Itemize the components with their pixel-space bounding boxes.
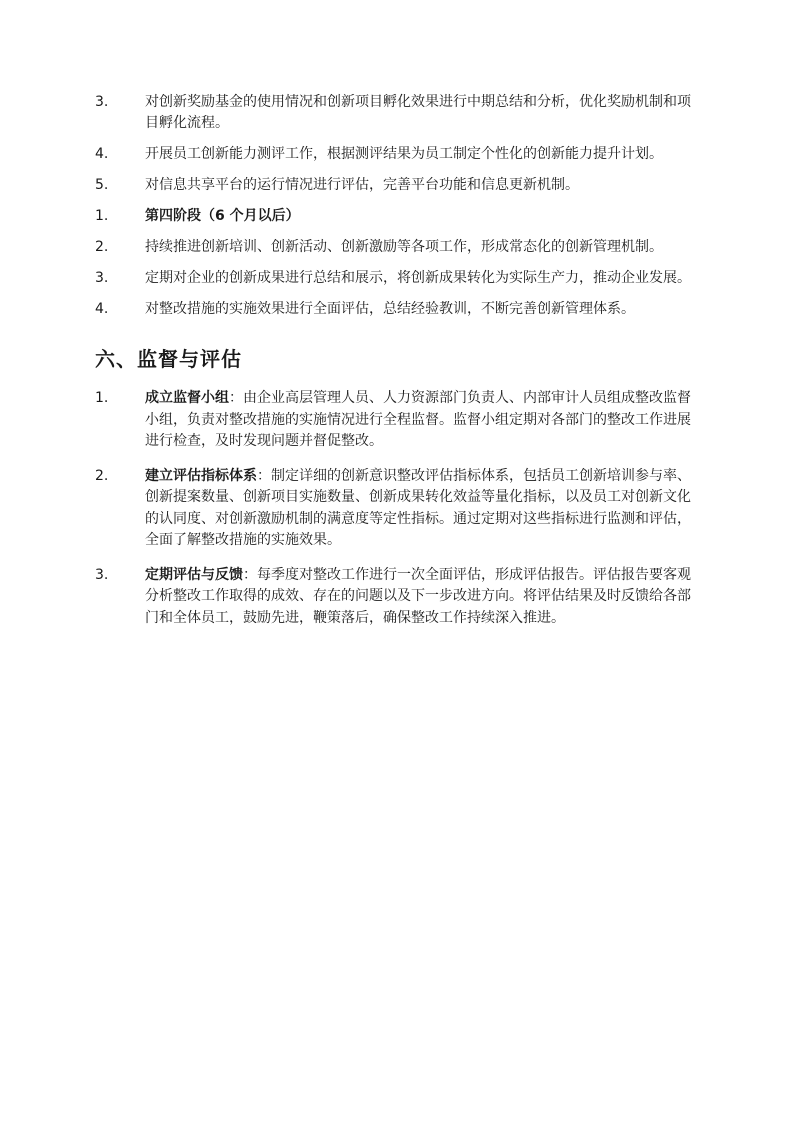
list-text: 开展员工创新能力测评工作，根据测评结果为员工制定个性化的创新能力提升计划。 <box>145 146 663 162</box>
item-body: ：制定详细的创新意识整改评估指标体系，包括员工创新培训参与率、创新提案数量、创新项目实施数量、创新成果转化效益等量化指标，以及员工对创新文化的认同度、对创新激励机制的满意度等定性指标。通过定期对这些指标进行监测和评估，全面了解整改措施的实施效果。 <box>145 467 691 548</box>
item-label: 建立评估指标体系 <box>145 467 257 484</box>
list-text: 定期对企业的创新成果进行总结和展示，将创新成果转化为实际生产力，推动企业发展。 <box>145 270 691 286</box>
list-number: 2. <box>95 239 109 255</box>
list-item <box>95 299 699 320</box>
section-heading: 六、监督与评估 <box>95 347 242 371</box>
list-item <box>95 175 699 196</box>
item-body: ：每季度对整改工作进行一次全面评估，形成评估报告。评估报告要客观分析整改工作取得的成效、存在的问题以及下一步改进方向。将评估结果及时反馈给各部门和全体员工，鼓励先进，鞭策落后，确保整改工作持续深入推进。 <box>145 566 691 626</box>
item-label: 定期评估与反馈 <box>145 566 243 583</box>
phase-list <box>95 92 699 320</box>
list-text: 对信息共享平台的运行情况进行评估，完善平台功能和信息更新机制。 <box>145 177 579 193</box>
list-number: 1. <box>95 208 109 224</box>
list-item <box>95 466 699 552</box>
list-item <box>95 92 699 134</box>
item-label: 成立监督小组 <box>145 390 229 406</box>
list-text: 持续推进创新培训、创新活动、创新激励等各项工作，形成常态化的创新管理机制。 <box>145 239 663 255</box>
list-number: 3. <box>95 270 109 286</box>
list-number: 1. <box>95 390 109 406</box>
list-text: 对创新奖励基金的使用情况和创新项目孵化效果进行中期总结和分析，优化奖励机制和项目孵化流程。 <box>145 94 691 131</box>
list-number: 3. <box>95 566 109 583</box>
item-body: ：由企业高层管理人员、人力资源部门负责人、内部审计人员组成整改监督小组，负责对整改措施的实施情况进行全程监督。监督小组定期对各部门的整改工作进展进行检查，及时发现问题并督促整改。 <box>145 390 691 449</box>
list-number: 4. <box>95 146 109 162</box>
list-number: 4. <box>95 301 109 317</box>
list-number: 2. <box>95 467 109 484</box>
list-item <box>95 565 699 630</box>
list-item <box>95 237 699 258</box>
list-text <box>145 466 699 552</box>
phase-heading: 第四阶段（6 个月以后） <box>145 208 300 224</box>
list-number: 3. <box>95 94 109 110</box>
list-number: 5. <box>95 177 109 193</box>
supervision-list <box>95 388 699 629</box>
list-item-phase-heading <box>95 206 699 227</box>
list-item <box>95 268 699 289</box>
list-text <box>145 565 699 630</box>
list-text <box>145 388 699 453</box>
list-text: 对整改措施的实施效果进行全面评估，总结经验教训，不断完善创新管理体系。 <box>145 301 635 317</box>
list-item <box>95 388 699 453</box>
list-item <box>95 144 699 165</box>
